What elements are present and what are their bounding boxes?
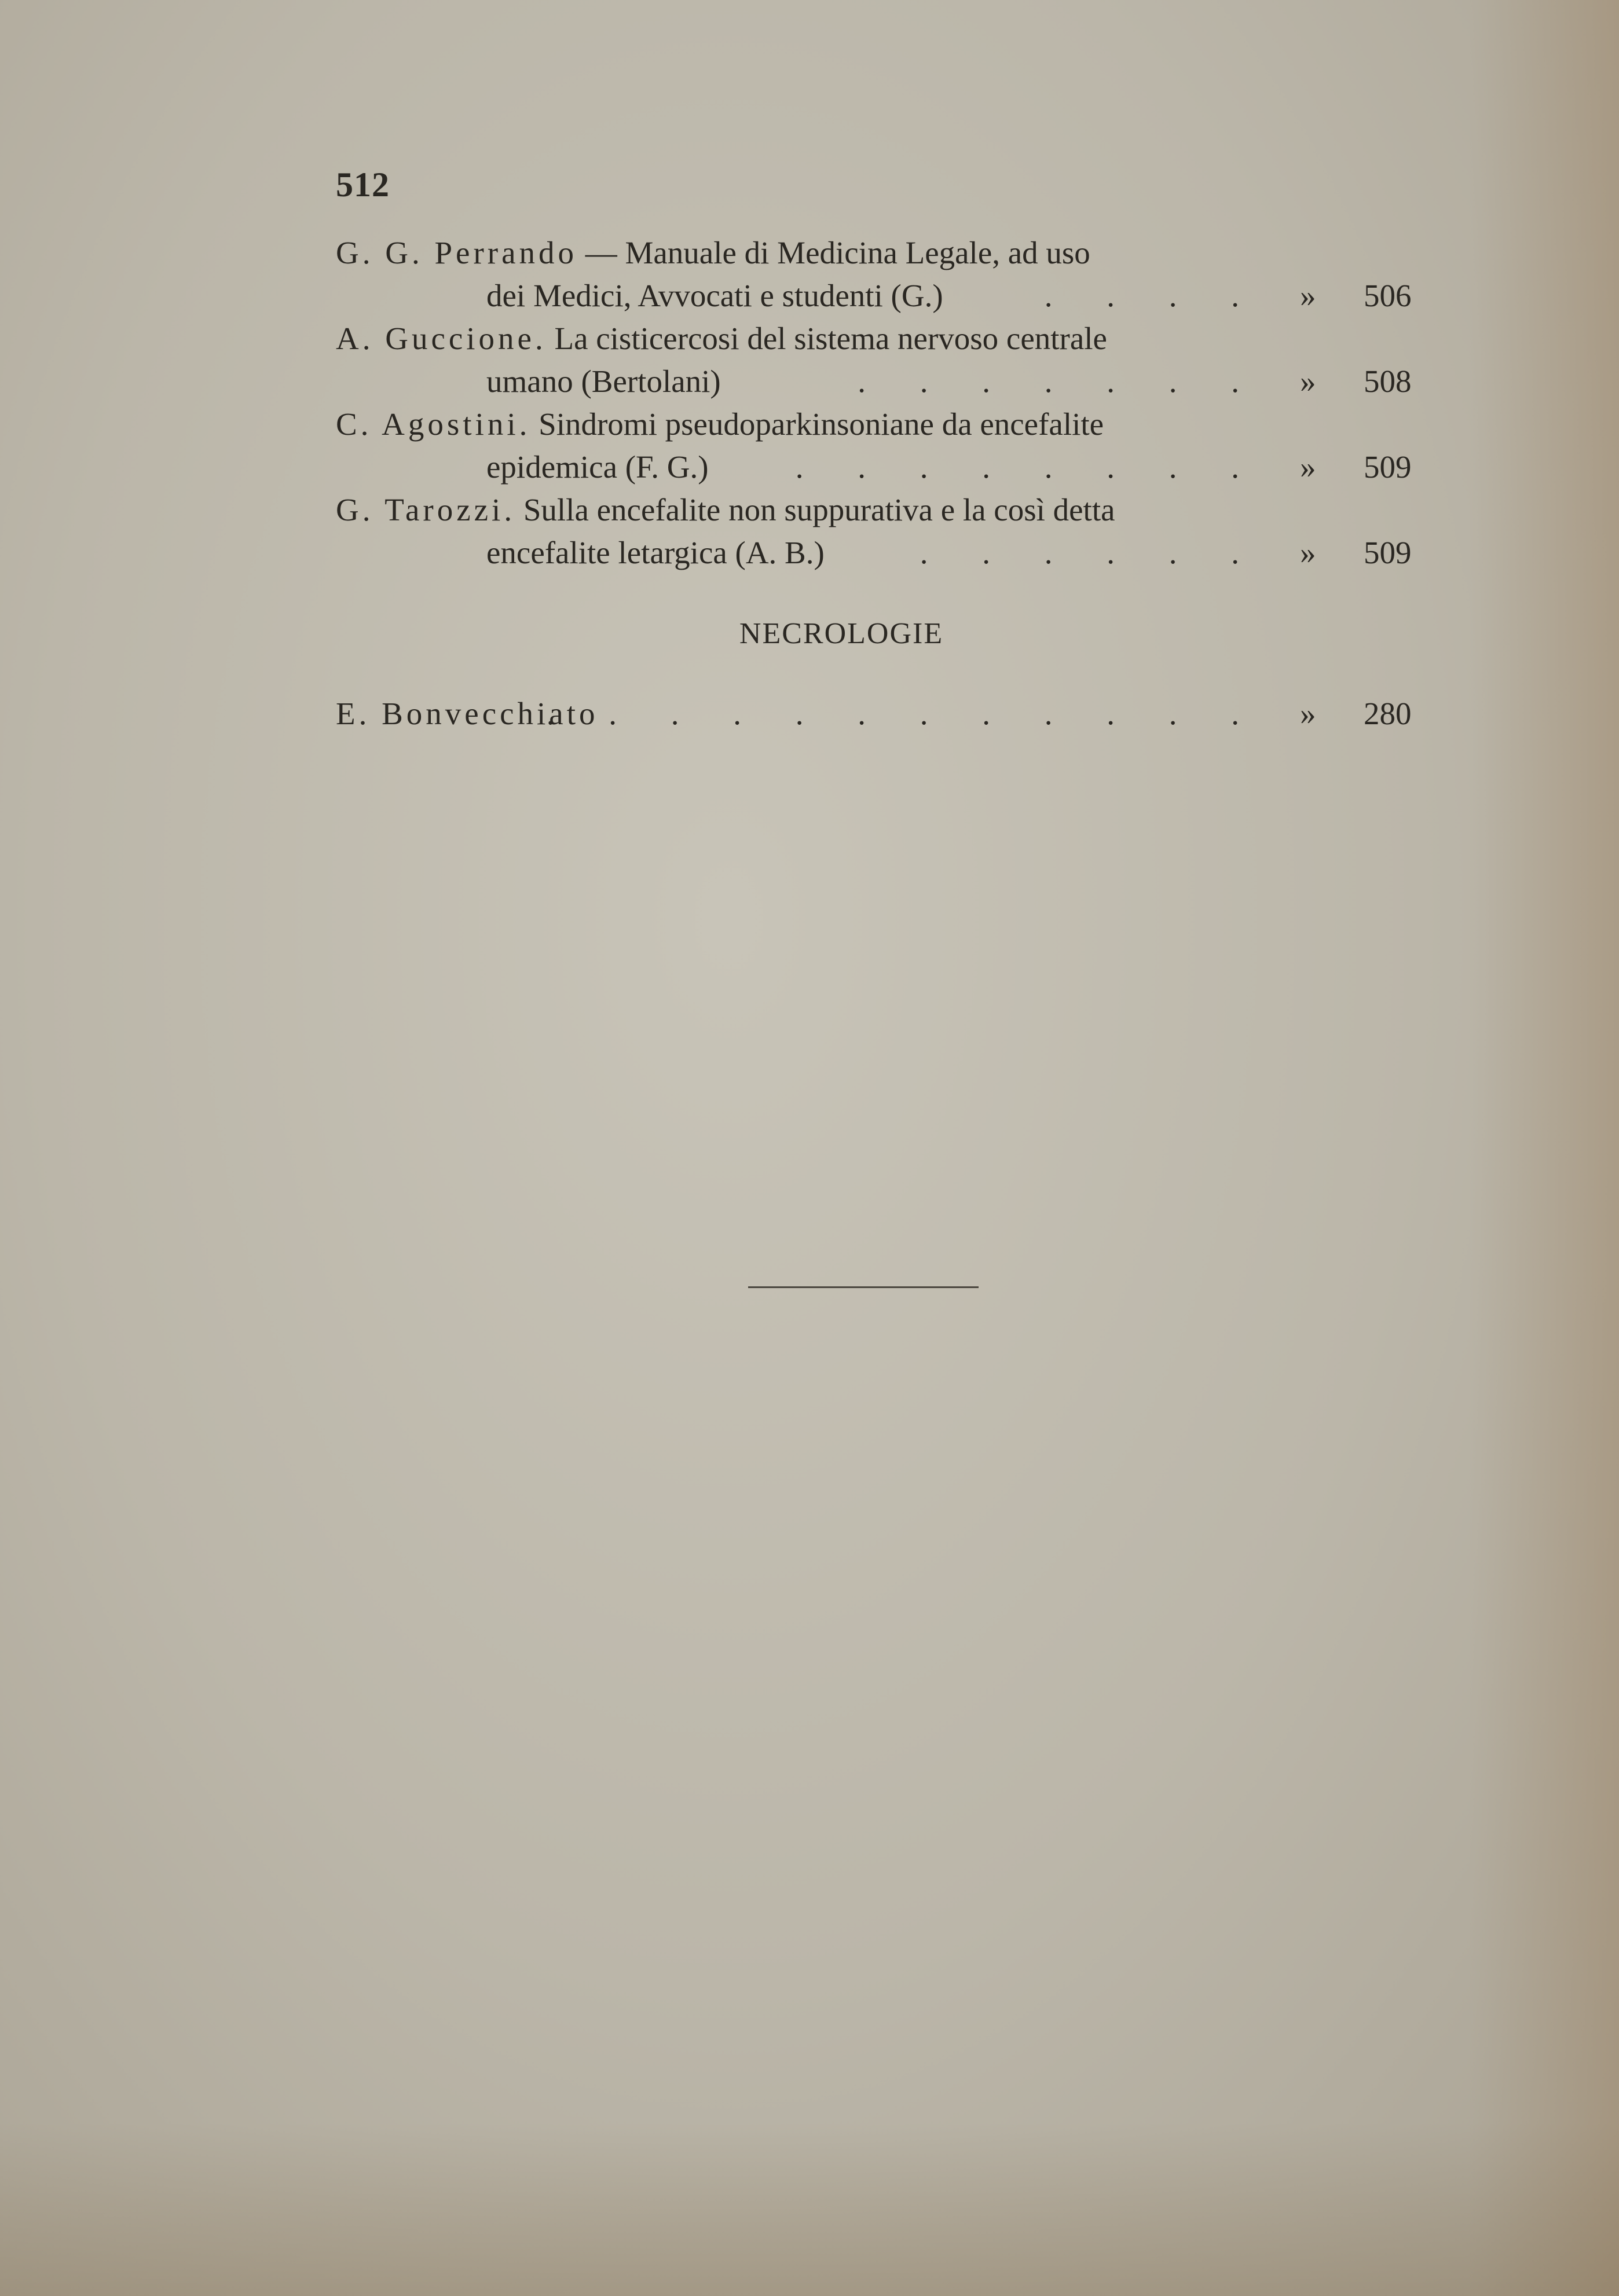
index-entry (336, 489, 1413, 574)
section-heading: NECROLOGIE (739, 617, 944, 650)
index-entry (336, 403, 1413, 489)
entry-author: C. Agostini. (336, 406, 531, 442)
entry-title-line2: epidemica (F. G.) (486, 449, 709, 485)
index-entry (336, 317, 1413, 403)
ditto-mark: » (1300, 535, 1316, 570)
index-entry (336, 232, 1413, 317)
page-bottom-shadow (0, 2122, 1619, 2296)
leader-dots: . . . . . . . . . . . . (546, 696, 1262, 731)
page-edge-shadow (1468, 0, 1619, 2296)
page-number: 512 (336, 166, 390, 204)
ditto-mark: » (1300, 449, 1316, 485)
necrology-entry (336, 692, 1413, 735)
entry-author: A. Guccione. (336, 321, 547, 356)
entry-title-line2: encefalite letargica (A. B.) (486, 535, 825, 570)
leader-dots: . . . . . . . (858, 364, 1262, 399)
leader-dots: . . . . . . . . (795, 449, 1262, 485)
ditto-mark: » (1300, 696, 1316, 731)
leader-dots: . . . . . . (920, 535, 1262, 570)
entry-author: G. Tarozzi. (336, 492, 516, 527)
entry-author: G. G. Perrando (336, 235, 577, 270)
ditto-mark: » (1300, 364, 1316, 399)
entry-title-line1: Sindromi pseudoparkinsoniane da encefalite (539, 406, 1104, 442)
entry-title-line2: umano (Bertolani) (486, 364, 721, 399)
entry-title-line2: dei Medici, Avvocati e studenti (G.) (486, 278, 943, 313)
leader-dots: . . . . (1044, 278, 1262, 313)
entry-page: 508 (1364, 364, 1412, 399)
entry-title-line1: La cisticercosi del sistema nervoso centrale (554, 321, 1107, 356)
entry-page: 509 (1364, 449, 1412, 485)
closing-rule (748, 1286, 979, 1288)
entry-title-line1: — Manuale di Medicina Legale, ad uso (585, 235, 1090, 270)
entry-page: 506 (1364, 278, 1412, 313)
entry-page: 280 (1364, 696, 1412, 731)
entry-page: 509 (1364, 535, 1412, 570)
entry-title-line1: Sulla encefalite non suppurativa e la così detta (523, 492, 1115, 527)
entry-author: E. Bonvecchiato (336, 696, 599, 731)
ditto-mark: » (1300, 278, 1316, 313)
